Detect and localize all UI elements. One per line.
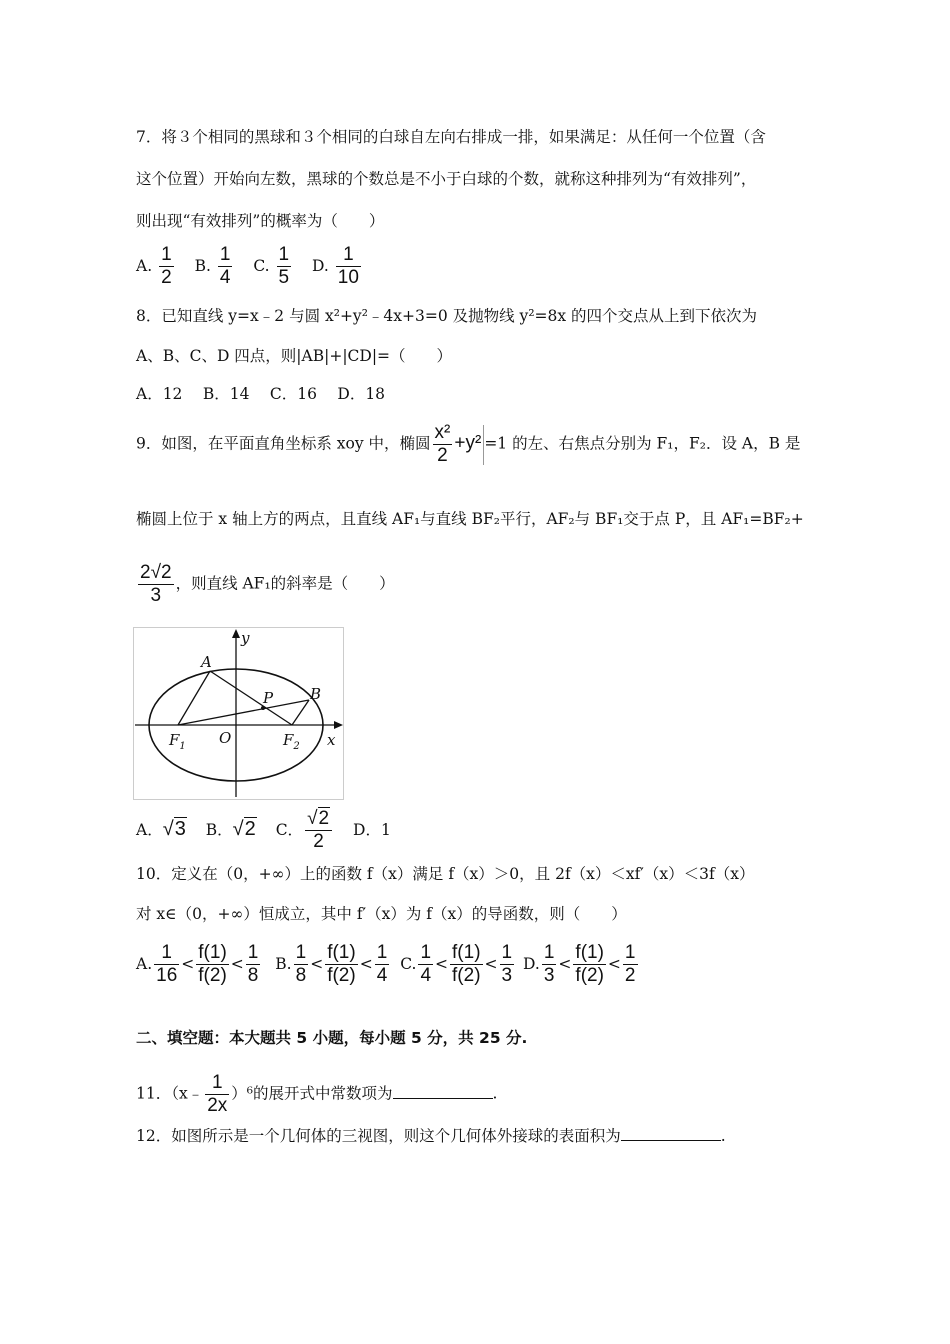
axis-y-label: y [241, 629, 250, 647]
q7-option-a: A. $\frac{1}{2}$ [136, 244, 172, 288]
q9-line1: 9．如图，在平面直角坐标系 xoy 中，椭圆 $\frac{\text{x²}}{2}$ +y² =1 的左、右焦点分别为 F₁，F₂．设 A，B 是 [136, 422, 801, 466]
q12-answer-blank [621, 1124, 721, 1141]
q9-line3: $\frac{2√2}{3}$ ，则直线 AF₁的斜率是（ ） [140, 562, 395, 606]
q7-line2: 这个位置）开始向左数，黑球的个数总是不小于白球的个数，就称这种排列为“有效排列”， [136, 170, 757, 188]
section-2-heading: 二、填空题：本大题共 5 小题，每小题 5 分，共 25 分. [136, 1029, 528, 1047]
q7-options [136, 244, 377, 289]
q9-option-d: D．1 [353, 820, 391, 839]
q10-line1: 10．定义在（0，+∞）上的函数 f（x）满足 f（x）＞0，且 2f（x）＜xf′（x）＜3f（x） [136, 865, 755, 883]
q8-options: A．12 B．14 C．16 D．18 [136, 385, 386, 403]
q10-option-c: C. $\frac{1}{4}$ < $\frac{f(1)}{f(2)}$ < $\frac{1}{3}$ [400, 942, 513, 986]
q9-option-c: C． $\frac{√2}{2}$ [276, 821, 334, 839]
q10-option-b: B. $\frac{1}{8}$ < $\frac{f(1)}{f(2)}$ < $\frac{1}{4}$ [275, 942, 388, 986]
q11-line: 11．（x﹣ $\frac{1}{2x}$ ）⁶的展开式中常数项为 . [136, 1072, 498, 1116]
q7-option-c: C. $\frac{1}{5}$ [253, 244, 290, 288]
q7-line3: 则出现“有效排列”的概率为（ ） [136, 212, 385, 230]
q7-option-d: D. $\frac{1}{10}$ [312, 244, 359, 288]
q7-line1: 7．将３个相同的黑球和３个相同的白球自左向右排成一排，如果满足：从任何一个位置（含 [136, 128, 766, 146]
q10-options [136, 942, 654, 987]
focus-f2-label: $F_2$ [283, 731, 300, 752]
q10-option-a: A. $\frac{1}{16}$ < $\frac{f(1)}{f(2)}$ < $\frac{1}{8}$ [136, 942, 259, 986]
q9-option-a: A．√3 [136, 817, 186, 840]
q12-line: 12．如图所示是一个几何体的三视图，则这个几何体外接球的表面积为 . [136, 1124, 726, 1147]
q10-line2: 对 x∈（0，+∞）恒成立，其中 f′（x）为 f（x）的导函数，则（ ） [136, 905, 627, 923]
point-a-label: A [201, 653, 212, 671]
q8-line2: A、B、C、D 四点，则|AB|+|CD|=（ ） [136, 347, 453, 365]
axis-x-label: x [327, 731, 336, 749]
point-b-label: B [310, 685, 322, 703]
q7-option-b: B. $\frac{1}{4}$ [194, 244, 231, 288]
q9-options [136, 808, 405, 853]
ellipse-figure [133, 627, 345, 801]
point-p-label: P [263, 689, 274, 707]
q9-line2: 椭圆上位于 x 轴上方的两点，且直线 AF₁与直线 BF₂平行，AF₂与 BF₁交于点 P，且 AF₁=BF₂+ [136, 510, 804, 528]
q9-option-b: B．√2 [205, 817, 256, 840]
q10-option-d: D. $\frac{1}{3}$ < $\frac{f(1)}{f(2)}$ < $\frac{1}{2}$ [523, 942, 636, 986]
q8-line1: 8．已知直线 y=x﹣2 与圆 x²+y²﹣4x+3=0 及抛物线 y²=8x 的四个交点从上到下依次为 [136, 307, 758, 325]
focus-f1-label: $F_1$ [169, 731, 186, 752]
q11-answer-blank [393, 1082, 493, 1099]
origin-label: O [219, 729, 232, 747]
